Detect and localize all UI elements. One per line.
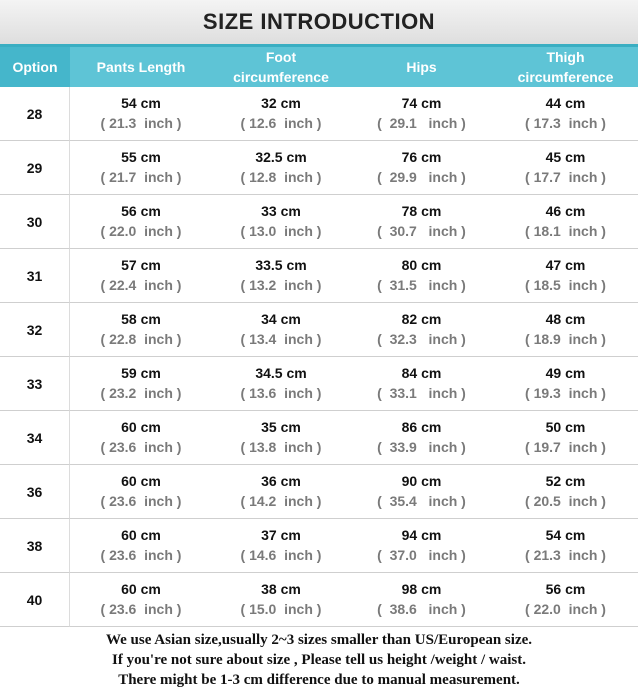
hips-cm: 82 cm: [401, 311, 442, 327]
foot-circumference-inch: ( 12.8 inch ): [240, 169, 322, 185]
pants-length-cm: 60 cm: [121, 581, 161, 597]
foot-circumference-cell: [212, 303, 350, 357]
size-option-cell: 36: [0, 465, 70, 519]
pants-length-inch: ( 23.6 inch ): [100, 493, 182, 509]
pants-length-cell: [70, 465, 212, 519]
note-asian-size: We use Asian size,usually 2~3 sizes smaller than US/European size.: [105, 632, 533, 648]
thigh-circumference-cell: [493, 87, 638, 141]
header-row: [0, 47, 638, 87]
pants-length-cm: 60 cm: [121, 419, 161, 435]
hips-cm: 90 cm: [401, 473, 442, 489]
thigh-circumference-cm: 50 cm: [545, 419, 586, 435]
hips-cell: [350, 303, 493, 357]
hips-inch: ( 35.4 inch ): [377, 493, 466, 509]
foot-circumference-inch: ( 14.6 inch ): [240, 547, 322, 563]
header-thigh-circumference: [493, 47, 638, 87]
size-rows: [0, 87, 638, 627]
header-foot-line2: circumference: [233, 69, 329, 85]
hips-inch: ( 29.9 inch ): [377, 169, 466, 185]
thigh-circumference-cell: [493, 519, 638, 573]
hips-inch: ( 38.6 inch ): [377, 601, 466, 617]
foot-circumference-cell: [212, 465, 350, 519]
pants-length-cell: [70, 87, 212, 141]
thigh-circumference-inch: ( 17.3 inch ): [525, 115, 606, 131]
foot-circumference-cm: 32 cm: [261, 95, 301, 111]
thigh-circumference-cell: [493, 195, 638, 249]
size-option-cell: 38: [0, 519, 70, 573]
pants-length-inch: ( 22.4 inch ): [100, 277, 182, 293]
size-option-cell: 30: [0, 195, 70, 249]
hips-inch: ( 33.9 inch ): [377, 439, 466, 455]
pants-length-cell: [70, 411, 212, 465]
foot-circumference-cell: [212, 357, 350, 411]
thigh-circumference-cm: 44 cm: [545, 95, 586, 111]
thigh-circumference-inch: ( 21.3 inch ): [525, 547, 606, 563]
foot-circumference-cm: 33.5 cm: [255, 257, 307, 273]
table-row: [0, 411, 638, 465]
foot-circumference-cm: 36 cm: [261, 473, 301, 489]
hips-cm: 86 cm: [401, 419, 442, 435]
foot-circumference-inch: ( 13.8 inch ): [240, 439, 322, 455]
table-row: [0, 87, 638, 141]
page-title: SIZE INTRODUCTION: [0, 0, 638, 44]
thigh-circumference-inch: ( 19.3 inch ): [525, 385, 606, 401]
thigh-circumference-cell: [493, 465, 638, 519]
header-thigh-line2: circumference: [517, 69, 614, 85]
hips-cm: 94 cm: [401, 527, 442, 543]
hips-inch: ( 29.1 inch ): [377, 115, 466, 131]
header-option: Option: [0, 47, 70, 87]
foot-circumference-cm: 32.5 cm: [255, 149, 307, 165]
foot-circumference-cell: [212, 411, 350, 465]
hips-cm: 78 cm: [401, 203, 442, 219]
thigh-circumference-cell: [493, 411, 638, 465]
thigh-circumference-cm: 52 cm: [545, 473, 586, 489]
hips-cm: 80 cm: [401, 257, 442, 273]
pants-length-cm: 54 cm: [121, 95, 161, 111]
thigh-circumference-cell: [493, 303, 638, 357]
table-row: [0, 141, 638, 195]
foot-circumference-cm: 34.5 cm: [255, 365, 307, 381]
table-row: [0, 465, 638, 519]
note-size-help: If you're not sure about size , Please tell us height /weight / waist.: [111, 652, 527, 668]
hips-cell: [350, 87, 493, 141]
thigh-circumference-cm: 48 cm: [545, 311, 586, 327]
foot-circumference-cm: 33 cm: [261, 203, 301, 219]
hips-inch: ( 30.7 inch ): [377, 223, 466, 239]
header-pants-length: Pants Length: [70, 47, 212, 87]
foot-circumference-cm: 34 cm: [261, 311, 301, 327]
thigh-circumference-inch: ( 17.7 inch ): [525, 169, 606, 185]
hips-cell: [350, 465, 493, 519]
hips-cell: [350, 519, 493, 573]
pants-length-inch: ( 23.6 inch ): [100, 601, 182, 617]
size-notes: [0, 627, 638, 690]
thigh-circumference-cm: 56 cm: [545, 581, 586, 597]
hips-inch: ( 31.5 inch ): [377, 277, 466, 293]
table-row: [0, 357, 638, 411]
foot-circumference-inch: ( 13.6 inch ): [240, 385, 322, 401]
thigh-circumference-inch: ( 18.9 inch ): [525, 331, 606, 347]
thigh-circumference-inch: ( 18.1 inch ): [525, 223, 606, 239]
hips-cm: 76 cm: [401, 149, 442, 165]
foot-circumference-cell: [212, 573, 350, 627]
hips-cm: 98 cm: [401, 581, 442, 597]
thigh-circumference-inch: ( 18.5 inch ): [525, 277, 606, 293]
table-row: [0, 195, 638, 249]
table-row: [0, 573, 638, 627]
foot-circumference-inch: ( 12.6 inch ): [240, 115, 322, 131]
foot-circumference-inch: ( 15.0 inch ): [240, 601, 322, 617]
foot-circumference-cell: [212, 195, 350, 249]
pants-length-inch: ( 23.6 inch ): [100, 439, 182, 455]
pants-length-inch: ( 21.3 inch ): [100, 115, 182, 131]
size-table: [0, 47, 638, 627]
note-measurement: There might be 1-3 cm difference due to manual measurement.: [118, 672, 520, 688]
hips-inch: ( 33.1 inch ): [377, 385, 466, 401]
hips-inch: ( 37.0 inch ): [377, 547, 466, 563]
foot-circumference-inch: ( 13.0 inch ): [240, 223, 322, 239]
pants-length-cell: [70, 303, 212, 357]
thigh-circumference-inch: ( 22.0 inch ): [525, 601, 606, 617]
foot-circumference-cm: 37 cm: [261, 527, 301, 543]
header-hips: Hips: [350, 47, 493, 87]
pants-length-cell: [70, 519, 212, 573]
thigh-circumference-cm: 45 cm: [545, 149, 586, 165]
size-option-cell: 31: [0, 249, 70, 303]
hips-cell: [350, 357, 493, 411]
pants-length-cm: 59 cm: [121, 365, 161, 381]
thigh-circumference-cm: 47 cm: [545, 257, 586, 273]
pants-length-inch: ( 23.6 inch ): [100, 547, 182, 563]
foot-circumference-cm: 35 cm: [261, 419, 301, 435]
hips-cell: [350, 195, 493, 249]
thigh-circumference-cm: 49 cm: [545, 365, 586, 381]
pants-length-inch: ( 23.2 inch ): [100, 385, 182, 401]
hips-cell: [350, 141, 493, 195]
hips-cell: [350, 573, 493, 627]
foot-circumference-cm: 38 cm: [261, 581, 301, 597]
pants-length-cm: 60 cm: [121, 473, 161, 489]
header-thigh-line1: Thigh: [546, 49, 585, 65]
table-row: [0, 303, 638, 357]
thigh-circumference-cell: [493, 141, 638, 195]
thigh-circumference-cell: [493, 573, 638, 627]
pants-length-cm: 57 cm: [121, 257, 161, 273]
thigh-circumference-cell: [493, 357, 638, 411]
table-row: [0, 519, 638, 573]
pants-length-cm: 56 cm: [121, 203, 161, 219]
thigh-circumference-cm: 46 cm: [545, 203, 586, 219]
foot-circumference-cell: [212, 141, 350, 195]
size-option-cell: 40: [0, 573, 70, 627]
header-foot-line1: Foot: [265, 49, 297, 65]
size-option-cell: 33: [0, 357, 70, 411]
pants-length-cm: 60 cm: [121, 527, 161, 543]
size-option-cell: 34: [0, 411, 70, 465]
foot-circumference-inch: ( 13.4 inch ): [240, 331, 322, 347]
pants-length-inch: ( 22.8 inch ): [100, 331, 182, 347]
pants-length-cell: [70, 141, 212, 195]
foot-circumference-inch: ( 14.2 inch ): [240, 493, 322, 509]
pants-length-cell: [70, 357, 212, 411]
thigh-circumference-cm: 54 cm: [545, 527, 586, 543]
size-option-cell: 29: [0, 141, 70, 195]
foot-circumference-cell: [212, 87, 350, 141]
thigh-circumference-inch: ( 20.5 inch ): [525, 493, 606, 509]
hips-cm: 74 cm: [401, 95, 442, 111]
table-row: [0, 249, 638, 303]
pants-length-cm: 58 cm: [121, 311, 161, 327]
hips-cell: [350, 249, 493, 303]
pants-length-cm: 55 cm: [121, 149, 161, 165]
foot-circumference-cell: [212, 519, 350, 573]
hips-inch: ( 32.3 inch ): [377, 331, 466, 347]
size-option-cell: 32: [0, 303, 70, 357]
foot-circumference-inch: ( 13.2 inch ): [240, 277, 322, 293]
pants-length-inch: ( 21.7 inch ): [100, 169, 182, 185]
header-foot-circumference: [212, 47, 350, 87]
pants-length-cell: [70, 195, 212, 249]
thigh-circumference-cell: [493, 249, 638, 303]
hips-cm: 84 cm: [401, 365, 442, 381]
pants-length-cell: [70, 573, 212, 627]
thigh-circumference-inch: ( 19.7 inch ): [525, 439, 606, 455]
size-option-cell: 28: [0, 87, 70, 141]
pants-length-cell: [70, 249, 212, 303]
foot-circumference-cell: [212, 249, 350, 303]
pants-length-inch: ( 22.0 inch ): [100, 223, 182, 239]
hips-cell: [350, 411, 493, 465]
